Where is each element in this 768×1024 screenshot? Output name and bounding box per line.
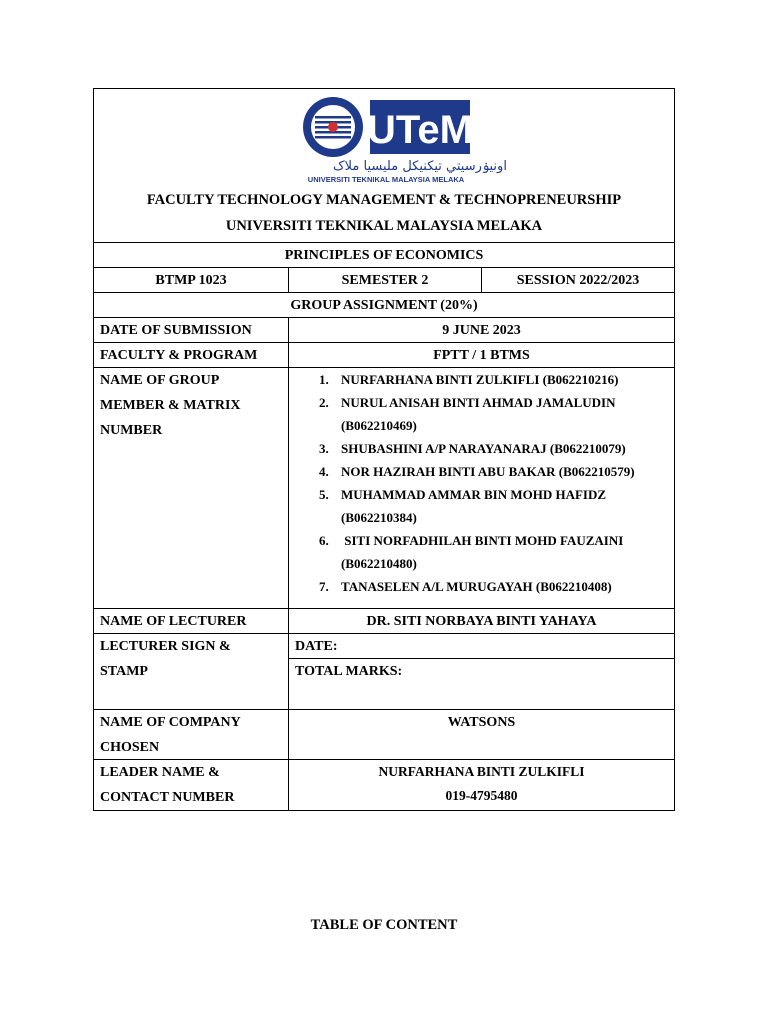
sign-label-line: LECTURER SIGN &	[100, 639, 231, 654]
member-item: 4. NOR HAZIRAH BINTI ABU BAKAR (B062210579)	[319, 464, 635, 479]
faculty-name: FACULTY TECHNOLOGY MANAGEMENT & TECHNOPRENEURSHIP	[146, 192, 622, 208]
group-members-list-cell	[289, 368, 674, 608]
member-item: 6. SITI NORFADHILAH BINTI MOHD FAUZAINI (B062210480)	[319, 533, 624, 571]
group-members-list	[289, 368, 674, 598]
logo-caption: UNIVERSITI TEKNIKAL MALAYSIA MELAKA	[307, 175, 465, 184]
group-members-row	[94, 368, 674, 609]
cover-sheet-table	[93, 88, 675, 811]
leader-label-line: LEADER NAME &	[100, 765, 220, 780]
company-label-line: CHOSEN	[100, 740, 160, 755]
faculty-program-label: FACULTY & PROGRAM	[94, 343, 289, 367]
company-row	[94, 710, 674, 760]
leader-label-line: CONTACT NUMBER	[100, 790, 235, 805]
submission-date: 9 JUNE 2023	[442, 323, 521, 338]
total-marks-field: TOTAL MARKS:	[295, 664, 403, 679]
table-of-content-heading: TABLE OF CONTENT	[310, 917, 458, 933]
leader-phone: 019-4795480	[445, 788, 518, 803]
group-members-label	[94, 368, 289, 608]
members-label-line: NAME OF GROUP	[100, 373, 220, 388]
company-name: WATSONS	[447, 715, 516, 730]
sign-fields	[289, 634, 674, 709]
assignment-title: GROUP ASSIGNMENT (20%)	[290, 298, 478, 313]
member-item: 5. MUHAMMAD AMMAR BIN MOHD HAFIDZ (B062210384)	[319, 487, 607, 525]
member-item: 1. NURFARHANA BINTI ZULKIFLI (B062210216)	[319, 372, 619, 387]
lecturer-name: DR. SITI NORBAYA BINTI YAHAYA	[366, 614, 597, 629]
utem-wordmark: UTeM	[367, 108, 473, 152]
member-item: 7. TANASELEN A/L MURUGAYAH (B062210408)	[319, 579, 612, 594]
submission-label: DATE OF SUBMISSION	[94, 318, 289, 342]
leader-info	[289, 760, 674, 810]
semester: SEMESTER 2	[289, 268, 482, 292]
lecturer-sign-label	[94, 634, 289, 709]
leader-name: NURFARHANA BINTI ZULKIFLI	[378, 764, 585, 779]
course-name-row	[94, 243, 674, 268]
company-label-line: NAME OF COMPANY	[100, 715, 241, 730]
company-label	[94, 710, 289, 759]
leader-row	[94, 760, 674, 810]
members-label-line: NUMBER	[100, 423, 163, 438]
university-name: UNIVERSITI TEKNIKAL MALAYSIA MELAKA	[225, 218, 543, 234]
date-field: DATE:	[289, 634, 674, 659]
member-item: 2. NURUL ANISAH BINTI AHMAD JAMALUDIN (B062210469)	[319, 395, 616, 433]
sign-label-line: STAMP	[100, 664, 148, 679]
member-item: 3. SHUBASHINI A/P NARAYANARAJ (B062210079)	[319, 441, 626, 456]
lecturer-label: NAME OF LECTURER	[94, 609, 289, 633]
leader-label	[94, 760, 289, 810]
faculty-program-value: FPTT / 1 BTMS	[433, 348, 530, 363]
jawi-wordmark: اونيۏرسيتي تيکنيکل مليسيا ملاک	[333, 159, 507, 174]
faculty-program-row	[94, 343, 674, 368]
header-block	[94, 89, 674, 243]
course-info-row	[94, 268, 674, 293]
members-label-line: MEMBER & MATRIX	[100, 398, 241, 413]
course-code: BTMP 1023	[94, 268, 289, 292]
lecturer-sign-row	[94, 634, 674, 710]
course-name: PRINCIPLES OF ECONOMICS	[284, 248, 484, 263]
session: SESSION 2022/2023	[516, 273, 640, 288]
assignment-row	[94, 293, 674, 318]
utem-logo	[298, 96, 507, 184]
university-seal-icon	[303, 97, 363, 157]
lecturer-row	[94, 609, 674, 634]
submission-row	[94, 318, 674, 343]
